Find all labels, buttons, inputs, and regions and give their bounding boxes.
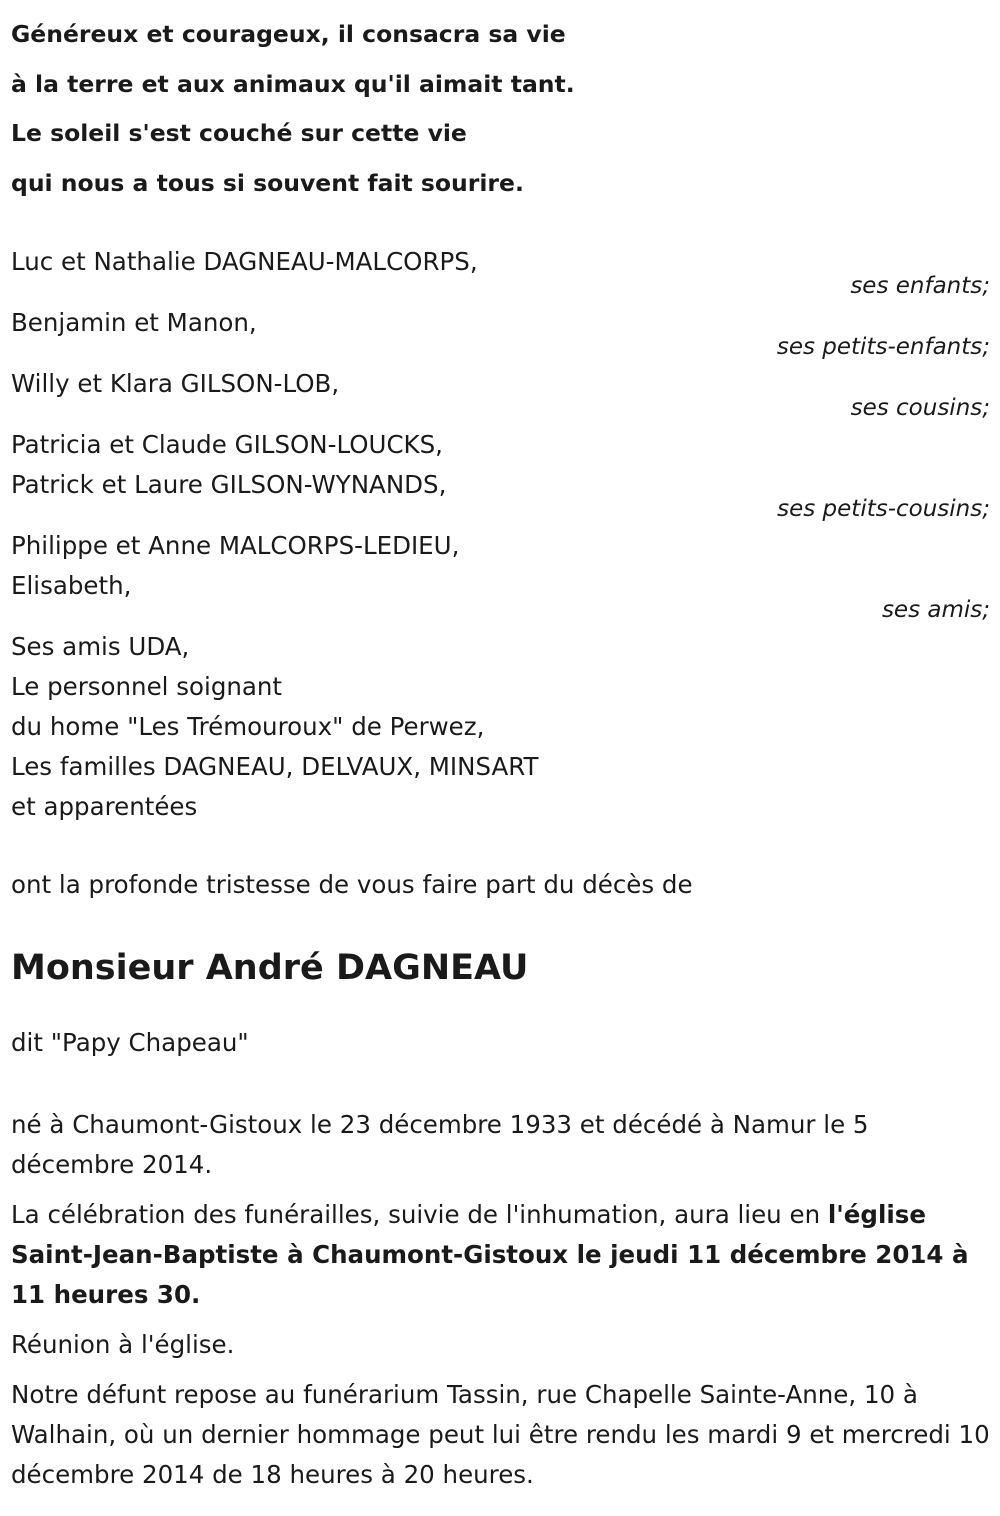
family-name: du home "Les Trémouroux" de Perwez, <box>11 712 485 741</box>
epitaph-line: à la terre et aux animaux qu'il aimait tant. <box>11 69 575 98</box>
family-name: Philippe et Anne MALCORPS-LEDIEU, <box>11 531 460 560</box>
funeral-intro: La célébration des funérailles, suivie de l'inhumation, aura lieu en <box>11 1200 828 1229</box>
epitaph <box>11 10 990 208</box>
family-name: Les familles DAGNEAU, DELVAUX, MINSART <box>11 752 539 781</box>
family-relation: ses petits-cousins; <box>777 496 990 522</box>
funeral-details: l'église Saint-Jean-Baptiste à Chaumont-Gistoux le jeudi 11 décembre 2014 à 11 heures 30. <box>11 1200 969 1309</box>
epitaph-line: qui nous a tous si souvent fait sourire. <box>11 168 524 197</box>
visitation-info: Notre défunt repose au funérarium Tassin, rue Chapelle Sainte-Anne, 10 à Walhain, où un dernier hommage peut lui être rendu les mardi 9 et mercredi 10 décembre 2014 de 18 heures à 20 heures. <box>11 1380 990 1489</box>
meeting-info: Réunion à l'église. <box>11 1330 235 1359</box>
deceased-name: Monsieur André DAGNEAU <box>11 948 529 988</box>
family-group-others <box>11 627 990 827</box>
family-list <box>11 242 990 827</box>
family-relation: ses enfants; <box>850 273 990 299</box>
family-relation: ses amis; <box>881 597 990 623</box>
family-name: Elisabeth, <box>11 571 132 600</box>
announcement: ont la profonde tristesse de vous faire part du décès de <box>11 870 693 899</box>
family-name: Le personnel soignant <box>11 672 283 701</box>
family-name: et apparentées <box>11 792 198 821</box>
family-name: Benjamin et Manon, <box>11 308 257 337</box>
family-group-cousins <box>11 364 990 420</box>
family-group-children <box>11 242 990 298</box>
nickname: dit "Papy Chapeau" <box>11 1028 249 1057</box>
funeral-info <box>11 1195 990 1315</box>
family-name: Willy et Klara GILSON-LOB, <box>11 369 340 398</box>
birth-death-info: né à Chaumont-Gistoux le 23 décembre 1933 et décédé à Namur le 5 décembre 2014. <box>11 1110 869 1179</box>
epitaph-line: Généreux et courageux, il consacra sa vie <box>11 20 566 48</box>
family-group-grandchildren <box>11 303 990 359</box>
family-relation: ses petits-enfants; <box>776 334 990 360</box>
family-name: Patrick et Laure GILSON-WYNANDS, <box>11 470 447 499</box>
family-name: Luc et Nathalie DAGNEAU-MALCORPS, <box>11 247 478 276</box>
family-group-second-cousins <box>11 425 990 521</box>
family-relation: ses cousins; <box>850 395 990 421</box>
epitaph-line: Le soleil s'est couché sur cette vie <box>11 119 467 147</box>
family-name: Patricia et Claude GILSON-LOUCKS, <box>11 430 443 459</box>
family-name: Ses amis UDA, <box>11 632 190 661</box>
family-group-friends <box>11 526 990 622</box>
